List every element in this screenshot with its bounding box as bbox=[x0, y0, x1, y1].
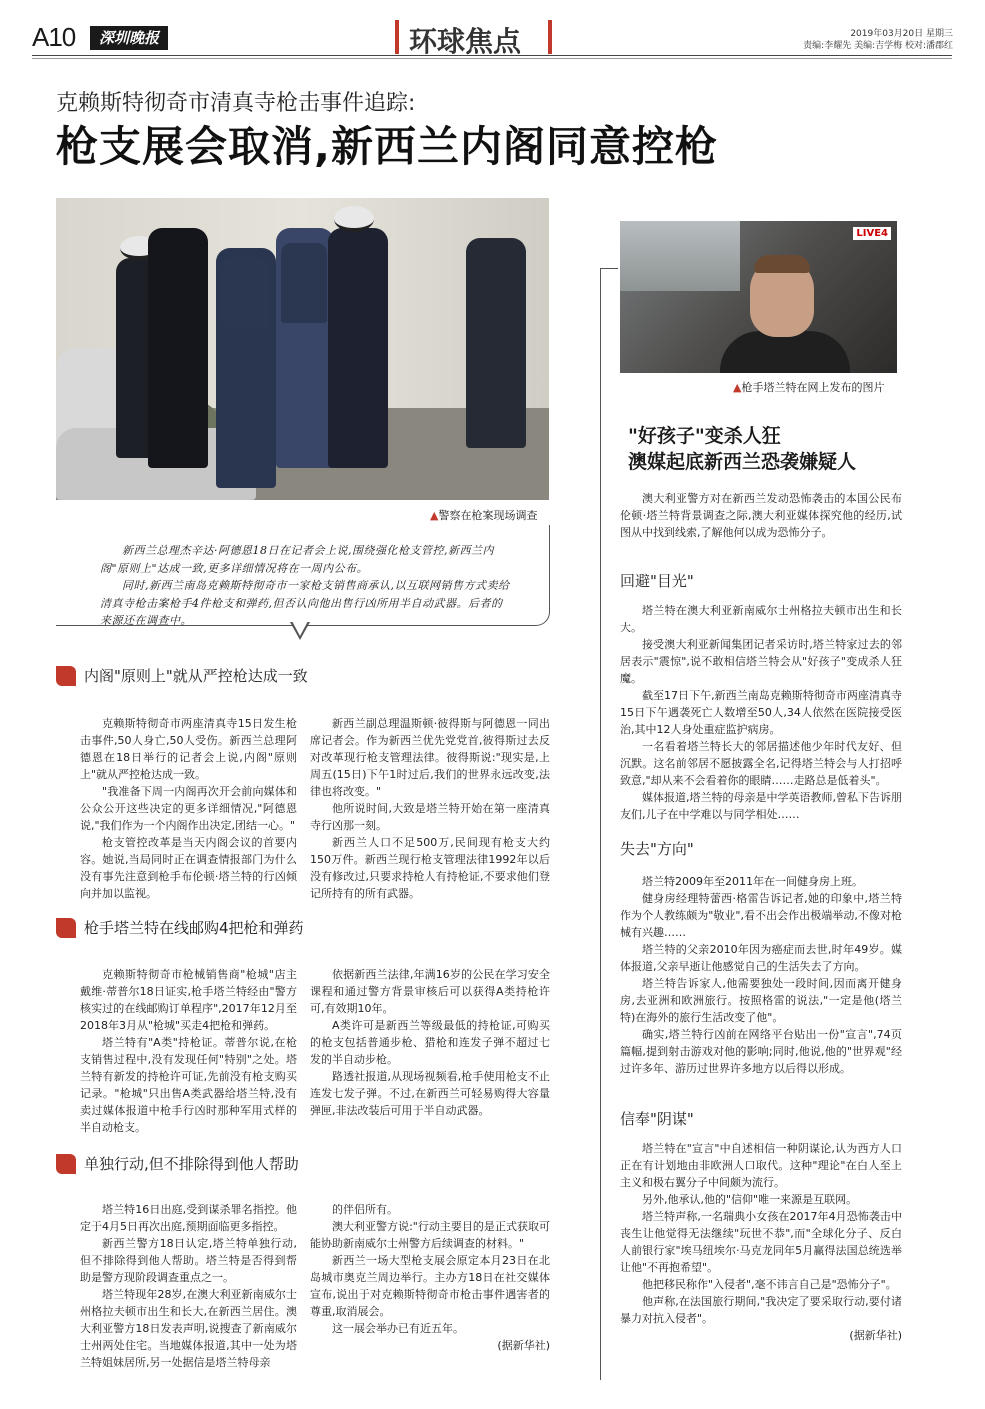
section-marker-icon bbox=[56, 666, 76, 686]
para: 新西兰人口不足500万,民间现有枪支大约150万件。新西兰现行枪支管理法律1992年以后没有修改过,只要求持枪人有持枪证,不要求他们登记所持有的所有武器。 bbox=[310, 836, 550, 900]
para: 塔兰特在澳大利亚新南威尔士州格拉夫顿市出生和长大。 bbox=[620, 604, 902, 634]
photo2-caption bbox=[733, 379, 884, 395]
para: 截至17日下午,新西兰南岛克赖斯特彻奇市两座清真寺15日下午遇袭死亡人数增至50人,34人依然在医院接受医治,其中12人身处重症监护病房。 bbox=[620, 689, 902, 736]
masthead-logo: 深圳晚报 bbox=[90, 26, 168, 50]
section-bar-left bbox=[395, 20, 399, 54]
para: A类许可是新西兰等级最低的持枪证,可购买的枪支包括普通步枪、猎枪和连发子弹不超过七发的半自动步枪。 bbox=[310, 1019, 550, 1066]
section3-left bbox=[80, 1201, 297, 1371]
para: 健身房经理特蕾西·格雷告诉记者,她的印象中,塔兰特作为个人教练颇为"敬业",看不出会作出极端举动,不像对枪械有兴趣…… bbox=[620, 892, 902, 939]
sidebar-subhead-line1: "好孩子"变杀人狂 bbox=[628, 425, 781, 447]
sidebar-source: (据新华社) bbox=[849, 1329, 902, 1342]
section-head-3 bbox=[56, 1153, 549, 1175]
section1-left bbox=[80, 715, 297, 902]
para: 克赖斯特彻奇市两座清真寺15日发生枪击事件,50人身亡,50人受伤。新西兰总理阿德恩在18日举行的记者会上说,内阁"原则上"就从严控枪达成一致。 bbox=[80, 717, 297, 781]
sidebar-head-2: 失去"方向" bbox=[620, 840, 694, 858]
photo1-caption-text: 警察在枪案现场调查 bbox=[438, 509, 538, 522]
photo2-caption-text: 枪手塔兰特在网上发布的图片 bbox=[741, 381, 885, 394]
para: 确实,塔兰特行凶前在网络平台贴出一份"宣言",74页篇幅,提到射击游戏对他的影响;同时,他说,他的"世界观"经过许多年、游历过世界许多地方以后得以形成。 bbox=[620, 1028, 902, 1075]
para: 接受澳大利亚新闻集团记者采访时,塔兰特家过去的邻居表示"震惊",说不敢相信塔兰特会从"好孩子"变成杀人狂魔。 bbox=[620, 638, 902, 685]
para: 澳大利亚警方对在新西兰发动恐怖袭击的本国公民布伦顿·塔兰特背景调查之际,澳大利亚媒体探究他的经历,试图从中找到线索,了解他何以成为恐怖分子。 bbox=[620, 492, 902, 539]
page-number: A10 bbox=[32, 22, 76, 52]
sidebar-head-1: 回避"目光" bbox=[620, 572, 694, 590]
intro-para: 新西兰总理杰辛达·阿德恩18日在记者会上说,围绕强化枪支管控,新西兰内阁"原则上"达成一致,更多详细情况将在一周内公布。 bbox=[100, 544, 494, 575]
para: 塔兰特的父亲2010年因为癌症而去世,时年49岁。媒体报道,父亲早逝让他感觉自己的生活失去了方向。 bbox=[620, 943, 902, 973]
photo1-caption bbox=[430, 507, 537, 523]
para: 新西兰一场大型枪支展会原定本月23日在北岛城市奥克兰周边举行。主办方18日在社交媒体宣布,说出于对克赖斯特彻奇市枪击事件遇害者的尊重,取消展会。 bbox=[310, 1254, 550, 1318]
date: 2019年03月20日 星期三 bbox=[850, 29, 953, 39]
para: 另外,他承认,他的"信仰"唯一来源是互联网。 bbox=[642, 1193, 858, 1206]
para: 塔兰特告诉家人,他需要独处一段时间,因而离开健身房,去亚洲和欧洲旅行。按照格雷的说法,"一定是他(塔兰特)在海外的旅行生活改变了他"。 bbox=[620, 977, 902, 1024]
para: 塔兰特2009年至2011年在一间健身房上班。 bbox=[642, 875, 863, 888]
section-head-1 bbox=[56, 665, 549, 687]
sidebar-head-3: 信奉"阴谋" bbox=[620, 1110, 694, 1128]
live-badge: LIVE4 bbox=[853, 227, 891, 240]
caption-marker-icon: ▲ bbox=[733, 381, 742, 394]
section-bar-right bbox=[548, 20, 552, 54]
para: 媒体报道,塔兰特的母亲是中学英语教师,曾私下告诉朋友们,儿子在中学难以与同学相处…… bbox=[620, 791, 902, 821]
header-rule-thin bbox=[32, 58, 952, 59]
sidebar-block-3 bbox=[620, 1140, 902, 1344]
para: 塔兰特声称,一名瑞典小女孩在2017年4月恐怖袭击中丧生让他觉得无法继续"玩世不恭",而"全球化分子、反白人前银行家"埃马纽埃尔·马克龙同年5月赢得法国总统选举让他"不再抱希望"。 bbox=[620, 1210, 902, 1274]
para: 塔兰特16日出庭,受到谋杀罪名指控。他定于4月5日再次出庭,预期面临更多指控。 bbox=[80, 1203, 297, 1233]
para: 澳大利亚警方说:"行动主要目的是正式获取可能协助新南威尔士州警方后续调查的材料。" bbox=[310, 1220, 550, 1250]
para: 的伴侣所有。 bbox=[332, 1203, 398, 1216]
para: 新西兰副总理温斯顿·彼得斯与阿德恩一同出席记者会。作为新西兰优先党党首,彼得斯过去反对改革现行枪支管理法律。彼得斯说:"现实是,上周五(15日)下午1时过后,我们的世界永远改变,法律也将改变。" bbox=[310, 717, 550, 798]
para: 他所说时间,大致是塔兰特开始在第一座清真寺行凶那一刻。 bbox=[310, 802, 550, 832]
section-title-1: 内阁"原则上"就从严控枪达成一致 bbox=[84, 667, 308, 685]
editors: 责编:李耀先 美编:吉学梅 校对:潘郡红 bbox=[803, 41, 953, 51]
para: 一名看着塔兰特长大的邻居描述他少年时代友好、但沉默。这名前邻居不愿披露全名,记得塔兰特会与人打招呼致意,"却从来不会看着你的眼睛……走路总是低着头"。 bbox=[620, 740, 902, 787]
para: 这一展会举办已有近五年。 bbox=[332, 1322, 464, 1335]
sidebar-block-1 bbox=[620, 602, 902, 823]
sidebar-rule-top bbox=[600, 268, 618, 269]
headline: 枪支展会取消,新西兰内阁同意控枪 bbox=[56, 122, 718, 171]
police-photo bbox=[56, 198, 549, 500]
para: 路透社报道,从现场视频看,枪手使用枪支不止连发七发子弹。不过,在新西兰可轻易购得大容量弹匣,非法改装后可用于半自动武器。 bbox=[310, 1070, 550, 1117]
para: 他声称,在法国旅行期间,"我决定了要采取行动,要付诸暴力对抗入侵者"。 bbox=[620, 1295, 902, 1325]
para: 克赖斯特彻奇市枪械销售商"枪城"店主戴维·蒂普尔18日证实,枪手塔兰特经由"警方核实过的在线邮购订单程序",2017年12月至2018年3月从"枪城"买走4把枪和弹药。 bbox=[80, 968, 297, 1032]
section2-left bbox=[80, 966, 297, 1136]
sidebar-lead bbox=[620, 490, 902, 541]
para: 塔兰特现年28岁,在澳大利亚新南威尔士州格拉夫顿市出生和长大,在新西兰居住。澳大利亚警方18日发表声明,说搜查了新南威尔士州两处住宅。当地媒体报道,其中一处为塔兰特姐妹居所,另一处据信是塔兰特母亲 bbox=[80, 1288, 297, 1369]
para: "我准备下周一内阁再次开会前向媒体和公众公开这些决定的更多详细情况,"阿德恩说,"我们作为一个内阁作出决定,团结一心。" bbox=[80, 785, 297, 832]
sidebar-block-2 bbox=[620, 873, 902, 1077]
para: 塔兰特在"宣言"中自述相信一种阴谋论,认为西方人口正在有计划地由非欧洲人口取代。这种"理论"在白人至上主义和极右翼分子中间颇为流行。 bbox=[620, 1142, 902, 1189]
section-title: 环球焦点 bbox=[409, 25, 522, 58]
dateline bbox=[803, 28, 953, 52]
sidebar-rule-vertical bbox=[600, 268, 601, 1380]
para: 他把移民称作"入侵者",毫不讳言自己是"恐怖分子"。 bbox=[642, 1278, 897, 1291]
para: 依据新西兰法律,年满16岁的公民在学习安全课程和通过警方背景审核后可以获得A类持枪许可,有效期10年。 bbox=[310, 968, 550, 1015]
caption-marker-icon: ▲ bbox=[430, 509, 439, 522]
section2-right bbox=[310, 966, 550, 1119]
intro-text bbox=[100, 542, 510, 630]
sidebar-subhead-line2: 澳媒起底新西兰恐袭嫌疑人 bbox=[628, 451, 857, 473]
section-title-3: 单独行动,但不排除得到他人帮助 bbox=[84, 1155, 299, 1173]
para: 塔兰特有"A类"持枪证。蒂普尔说,在枪支销售过程中,没有发现任何"特别"之处。塔兰特有新发的持枪许可证,先前没有枪支购买记录。"枪城"只出售A类武器给塔兰特,没有卖过媒体报道中枪手行凶时那种军用式样的半自动枪支。 bbox=[80, 1036, 297, 1134]
header-rule bbox=[32, 55, 952, 56]
para: 枪支管控改革是当天内阁会议的首要内容。她说,当局同时正在调查情报部门为什么没有事先注意到枪手布伦顿·塔兰特的行凶倾向并加以监视。 bbox=[80, 836, 297, 900]
sidebar-subhead bbox=[628, 423, 856, 475]
article-source: (据新华社) bbox=[497, 1339, 550, 1352]
para: 新西兰警方18日认定,塔兰特单独行动,但不排除得到他人帮助。塔兰特是否得到帮助是警方现阶段调查重点之一。 bbox=[80, 1237, 297, 1284]
section-marker-icon bbox=[56, 918, 76, 938]
section-marker-icon bbox=[56, 1154, 76, 1174]
section-title-2: 枪手塔兰特在线邮购4把枪和弹药 bbox=[84, 919, 304, 937]
section1-right bbox=[310, 715, 550, 902]
section-head-2 bbox=[56, 917, 549, 939]
section3-right bbox=[310, 1201, 550, 1354]
kicker: 克赖斯特彻奇市清真寺枪击事件追踪: bbox=[56, 91, 416, 116]
intro-para: 同时,新西兰南岛克赖斯特彻奇市一家枪支销售商承认,以互联网销售方式卖给清真寺枪击案枪手4件枪支和弹药,但否认向他出售行凶所用半自动武器。后者的来源还在调查中。 bbox=[100, 579, 510, 627]
suspect-photo bbox=[620, 221, 897, 373]
